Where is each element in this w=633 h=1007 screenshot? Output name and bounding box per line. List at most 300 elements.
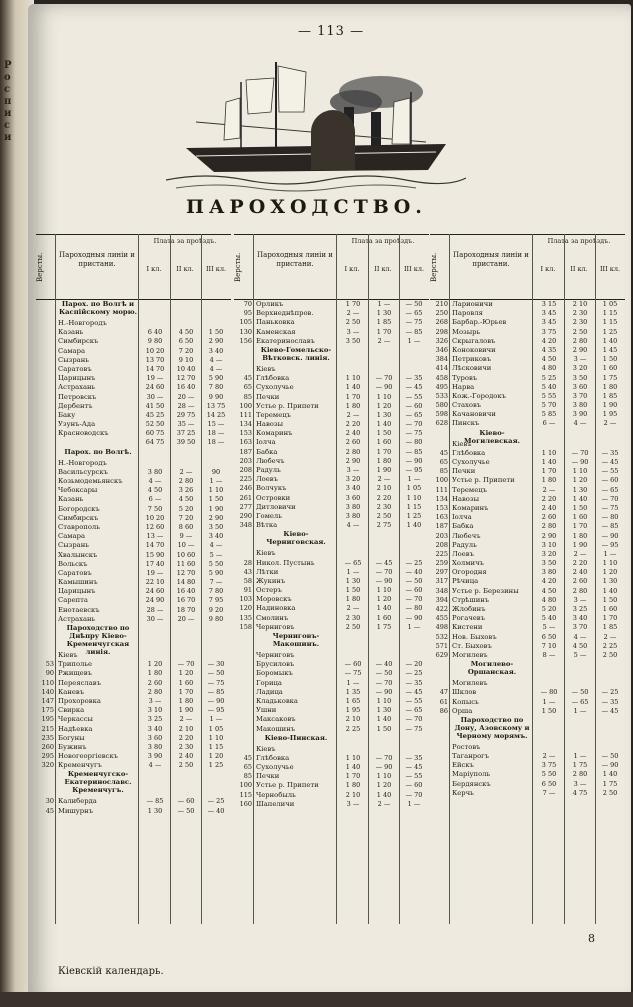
- fare-class-3: — 45: [405, 687, 423, 696]
- versts-cell: 215: [41, 724, 54, 733]
- station-cell: Бужинъ: [58, 742, 87, 751]
- fare-class-1: 2 25: [345, 724, 361, 733]
- fare-class-2: 16 70: [176, 596, 196, 605]
- fare-class-3: 1 10: [406, 493, 422, 502]
- station-cell: Сухолучье: [256, 763, 294, 772]
- fare-class-3: — 75: [207, 678, 225, 687]
- station-cell: Шапеличи: [256, 799, 295, 808]
- fare-class-2: 2 50: [178, 761, 194, 770]
- station-cell: Ларионичи: [452, 300, 493, 308]
- fare-class-1: 2 50: [345, 318, 361, 327]
- versts-cell: 147: [41, 696, 54, 705]
- fare-class-2: 2 —: [179, 467, 193, 476]
- versts-cell: 295: [41, 752, 54, 761]
- station-cell: Кіевъ: [58, 651, 78, 659]
- station-cell: Кіевъ: [256, 549, 276, 558]
- versts-cell: 111: [239, 410, 252, 419]
- fare-class-2: 1 30: [376, 410, 392, 419]
- fare-class-2: 2 20: [376, 493, 392, 502]
- station-cell: Черниговъ: [256, 622, 295, 631]
- fare-class-3: 1 10: [602, 559, 618, 568]
- fare-class-2: 2 10: [572, 300, 588, 308]
- fare-class-1: 3 60: [345, 493, 361, 502]
- station-cell: Ростовъ: [452, 742, 481, 751]
- station-cell: Каневъ: [58, 687, 85, 696]
- fare-class-2: 2 80: [572, 770, 588, 779]
- fare-class-2: 35 —: [177, 420, 195, 429]
- fare-class-2: 37 25: [176, 429, 196, 438]
- column-rule: [564, 234, 565, 924]
- station-cell: Комаринъ: [452, 503, 489, 512]
- fare-class-1: 7 50: [147, 504, 163, 513]
- fare-class-3: 1 10: [208, 486, 224, 495]
- fare-class-3: 1 45: [602, 345, 618, 354]
- station-cell: Моровскъ: [256, 595, 292, 604]
- fare-class-1: 1 70: [345, 300, 361, 308]
- section-title: Парох. по Волгѣ и Каспійскому морю.: [58, 300, 138, 316]
- station-cell: Черниговъ: [256, 651, 295, 659]
- fare-class-2: 1 60: [572, 513, 588, 522]
- versts-cell: 598: [435, 410, 448, 419]
- station-cell: Хвалынскъ: [58, 550, 98, 559]
- fare-class-3: — 55: [405, 392, 423, 401]
- fare-class-1: 45 25: [145, 410, 165, 419]
- station-cell: Нов. Быховъ: [452, 632, 497, 641]
- section-title: Парох. по Волгѣ.: [64, 447, 132, 456]
- fare-class-1: 1 10: [345, 753, 361, 762]
- fare-class-3: — 40: [207, 806, 225, 815]
- station-cell: Любечъ: [452, 531, 481, 540]
- station-cell: Островки: [256, 493, 291, 502]
- header-fare: Плата за проѣздъ.: [547, 237, 611, 245]
- station-cell: Чебоксары: [58, 486, 98, 495]
- station-cell: Каменская: [256, 327, 296, 336]
- fare-class-2: 1 90: [376, 466, 392, 474]
- fare-class-1: 64 75: [145, 438, 165, 447]
- fare-class-2: 10 —: [177, 541, 195, 550]
- fare-class-2: 16 40: [176, 587, 196, 596]
- versts-cell: 187: [435, 522, 448, 531]
- fare-class-2: 1 40: [376, 604, 392, 613]
- fare-class-3: 7 —: [209, 578, 223, 587]
- fare-class-1: 4 —: [148, 761, 162, 770]
- column-rule: [368, 234, 369, 924]
- fare-class-1: 14 70: [145, 364, 165, 373]
- fare-class-3: — 20: [405, 660, 423, 669]
- fare-class-1: 3 —: [346, 327, 360, 336]
- header-versts: Версты.: [430, 252, 438, 282]
- versts-cell: 246: [239, 484, 252, 493]
- station-cell: Ейскъ: [452, 761, 474, 770]
- fare-class-2: 18 70: [176, 605, 196, 614]
- section-title: Могилево-Оршанская.: [467, 660, 517, 677]
- fare-class-3: 1 —: [603, 549, 617, 558]
- fare-class-3: — 50: [405, 300, 423, 308]
- fare-class-2: 3 —: [573, 355, 587, 364]
- fare-class-3: — 90: [405, 613, 423, 622]
- fare-class-1: 5 —: [542, 623, 556, 632]
- fare-class-3: 1 20: [208, 752, 224, 761]
- station-cell: Орликъ: [256, 300, 284, 308]
- station-cell: Сухолучье: [452, 458, 490, 466]
- fare-class-3: — 45: [601, 458, 619, 466]
- fare-class-1: 6 40: [147, 328, 163, 337]
- station-cell: Сарепта: [58, 596, 88, 605]
- fare-class-3: — 50: [405, 576, 423, 585]
- fare-class-2: 2 30: [178, 742, 194, 751]
- fare-class-2: 2 —: [377, 799, 391, 808]
- fare-class-1: 4 20: [541, 577, 557, 586]
- versts-cell: 153: [239, 429, 252, 438]
- fare-class-3: — 75: [405, 724, 423, 733]
- fare-class-2: 10 60: [176, 550, 196, 559]
- fare-class-3: 4 —: [209, 541, 223, 550]
- fare-class-2: 1 40: [376, 790, 392, 799]
- station-cell: Мишурнъ: [58, 806, 94, 815]
- station-cell: Паровля: [452, 309, 483, 318]
- versts-cell: 45: [439, 448, 448, 457]
- station-cell: Гомель: [256, 511, 282, 520]
- fare-class-2: 4 —: [573, 632, 587, 641]
- fare-class-1: 3 75: [541, 761, 557, 770]
- fare-class-1: 2 —: [346, 604, 360, 613]
- fare-class-2: 1 20: [376, 781, 392, 790]
- station-cell: Свирка: [58, 706, 85, 715]
- station-cell: Скрыгаловъ: [452, 336, 496, 345]
- station-cell: Жукинъ: [256, 576, 286, 585]
- section-title: Кіево-Черниговская.: [266, 530, 326, 547]
- fare-class-1: 1 40: [541, 458, 557, 466]
- fare-class-3: 1 85: [602, 391, 618, 400]
- fare-class-2: 3 70: [572, 391, 588, 400]
- fare-class-3: 1 50: [602, 355, 618, 364]
- fare-class-1: 2 80: [147, 687, 163, 696]
- section-title: Кіево-Могилевская.: [464, 428, 520, 445]
- fare-class-1: — 65: [344, 558, 362, 567]
- fare-class-3: 1 —: [407, 799, 421, 808]
- station-cell: Богуны: [58, 733, 85, 742]
- fare-class-2: 12 70: [176, 374, 196, 383]
- versts-cell: 384: [435, 355, 448, 364]
- fare-class-1: 5 40: [541, 614, 557, 623]
- station-cell: Рѣчица: [452, 577, 479, 586]
- station-cell: Боромыкъ: [256, 669, 293, 678]
- fare-class-3: 5 90: [208, 374, 224, 383]
- versts-cell: 58: [243, 576, 252, 585]
- fare-class-3: — 50: [601, 752, 619, 761]
- fare-class-1: 4 50: [541, 355, 557, 364]
- fare-class-1: 7 —: [542, 788, 556, 797]
- fare-class-2: — 70: [375, 678, 393, 687]
- fare-class-3: 1 95: [602, 410, 618, 419]
- station-cell: Петриковъ: [452, 355, 492, 364]
- fare-class-1: 1 —: [346, 567, 360, 576]
- fare-class-3: 1 40: [602, 770, 618, 779]
- fare-class-1: 3 —: [148, 696, 162, 705]
- fare-class-3: 1 05: [406, 484, 422, 493]
- station-cell: Казань: [58, 495, 84, 504]
- fare-class-2: — 70: [375, 753, 393, 762]
- table-surface: [0, 992, 633, 1007]
- station-cell: Могилевъ: [452, 650, 488, 659]
- fare-class-2: 3 60: [572, 382, 588, 391]
- fare-class-3: — 75: [601, 503, 619, 512]
- fare-class-2: 1 10: [376, 392, 392, 401]
- fare-class-2: 1 20: [572, 476, 588, 485]
- station-cell: Холмичъ: [452, 559, 484, 568]
- fare-class-3: 13 75: [206, 401, 226, 410]
- fare-class-2: 1 70: [572, 522, 588, 531]
- versts-cell: 259: [435, 559, 448, 568]
- versts-cell: 195: [41, 715, 54, 724]
- station-cell: Керчь: [452, 788, 474, 797]
- station-cell: Глѣбовка: [256, 753, 290, 762]
- fare-class-3: 9 80: [208, 614, 224, 623]
- versts-cell: 110: [41, 678, 54, 687]
- fare-class-3: — 90: [405, 456, 423, 465]
- versts-cell: 120: [239, 604, 252, 613]
- fare-class-3: — 70: [405, 715, 423, 724]
- fare-class-2: 1 70: [376, 447, 392, 456]
- fare-class-2: 9 —: [179, 532, 193, 541]
- station-cell: Максаковъ: [256, 715, 296, 724]
- station-cell: Дитловичи: [256, 502, 296, 511]
- fare-class-2: — 90: [375, 576, 393, 585]
- fare-class-3: — 95: [207, 706, 225, 715]
- versts-cell: 91: [243, 586, 252, 595]
- fare-class-3: — 55: [405, 696, 423, 705]
- fare-class-2: 3 80: [572, 401, 588, 410]
- table-column-3: [430, 234, 625, 934]
- fare-class-1: 2 80: [345, 447, 361, 456]
- fare-class-1: — 60: [344, 660, 362, 669]
- versts-cell: 414: [435, 364, 448, 373]
- fare-class-3: 18 —: [207, 438, 225, 447]
- fare-class-2: 2 40: [178, 752, 194, 761]
- fare-class-2: 1 40: [376, 420, 392, 429]
- fare-class-3: 2 50: [602, 788, 618, 797]
- fare-class-2: — 70: [375, 567, 393, 576]
- versts-cell: 135: [239, 613, 252, 622]
- fare-class-2: 2 30: [572, 309, 588, 318]
- fare-class-2: 2 20: [178, 733, 194, 742]
- fare-class-3: 1 15: [602, 309, 618, 318]
- station-cell: Волчукъ: [256, 484, 287, 493]
- fare-class-1: 2 40: [345, 429, 361, 438]
- versts-cell: 85: [439, 467, 448, 476]
- fare-class-1: 1 30: [147, 806, 163, 815]
- header-lines: Пароходныя линіи и пристани.: [257, 251, 333, 268]
- station-cell: Печки: [452, 467, 476, 476]
- station-cell: Самара: [58, 346, 85, 355]
- fare-class-1: 15 90: [145, 550, 165, 559]
- station-cell: Горица: [256, 678, 282, 687]
- fare-class-1: 3 75: [541, 327, 557, 336]
- versts-cell: 320: [41, 761, 54, 770]
- fare-class-3: 9 90: [208, 392, 224, 401]
- fare-class-3: 9 20: [208, 605, 224, 614]
- header-class-1: I кл.: [146, 265, 162, 273]
- fare-class-2: 1 10: [376, 696, 392, 705]
- fare-class-3: 1 15: [208, 742, 224, 751]
- fare-class-3: — 50: [207, 669, 225, 678]
- station-cell: Таганрогъ: [452, 752, 490, 761]
- fare-class-3: 1 85: [602, 623, 618, 632]
- fare-class-1: 5 70: [541, 401, 557, 410]
- fare-class-2: 1 20: [376, 401, 392, 410]
- fare-class-1: 3 50: [345, 336, 361, 345]
- fare-class-3: 1 15: [406, 502, 422, 511]
- fare-class-1: 3 25: [147, 715, 163, 724]
- versts-cell: 45: [45, 806, 54, 815]
- station-cell: Н.-Новгородъ: [58, 319, 107, 327]
- station-cell: Ст. Быховъ: [452, 641, 492, 650]
- fare-class-2: — 60: [177, 797, 195, 806]
- fare-class-1: 6 —: [148, 495, 162, 504]
- fare-class-3: — 85: [405, 447, 423, 456]
- fare-class-1: 13 70: [145, 355, 165, 364]
- header-class-2: II кл.: [176, 265, 194, 273]
- header-lines: Пароходныя линіи и пристани.: [453, 251, 529, 268]
- fare-class-1: 60 75: [145, 429, 165, 438]
- fare-class-2: 8 60: [178, 522, 194, 531]
- fare-class-1: 6 —: [542, 419, 556, 428]
- fare-class-3: — 65: [405, 706, 423, 715]
- fare-class-3: 1 90: [208, 504, 224, 513]
- station-cell: Пинскъ: [452, 419, 480, 428]
- fare-class-1: 3 60: [147, 733, 163, 742]
- fare-class-1: 1 50: [345, 586, 361, 595]
- versts-cell: 100: [239, 781, 252, 790]
- fare-class-2: 4 50: [572, 641, 588, 650]
- fare-class-3: — 25: [405, 558, 423, 567]
- versts-cell: 225: [435, 549, 448, 558]
- fare-class-3: — 40: [405, 567, 423, 576]
- fare-class-3: 18 —: [207, 429, 225, 438]
- fare-class-2: 5 20: [178, 504, 194, 513]
- fare-class-1: 2 60: [147, 678, 163, 687]
- fare-class-1: 3 15: [541, 300, 557, 308]
- fare-class-2: 2 30: [376, 502, 392, 511]
- fare-class-1: 3 50: [541, 559, 557, 568]
- station-cell: Могилевъ: [452, 679, 488, 688]
- station-cell: Печки: [256, 392, 280, 401]
- fare-class-3: — 45: [405, 383, 423, 392]
- versts-cell: 45: [243, 753, 252, 762]
- fare-class-1: 1 30: [345, 576, 361, 585]
- station-cell: Красноводскъ: [58, 429, 109, 438]
- fare-class-2: 2 60: [572, 577, 588, 586]
- fare-class-1: 3 20: [345, 475, 361, 484]
- versts-cell: 103: [239, 595, 252, 604]
- column-rule: [201, 234, 202, 924]
- fare-class-1: 3 —: [346, 799, 360, 808]
- fare-class-1: 2 —: [542, 752, 556, 761]
- fare-class-1: 3 10: [541, 540, 557, 549]
- station-cell: Дербентъ: [58, 401, 93, 410]
- fare-class-2: — 70: [177, 660, 195, 669]
- station-cell: Макошинъ: [256, 724, 296, 733]
- fare-class-1: — 80: [540, 688, 558, 697]
- station-cell: Радуль: [452, 540, 477, 549]
- footer-publication: Кіевскій календарь.: [58, 966, 164, 977]
- station-cell: Екатеринославъ: [256, 336, 315, 345]
- fare-class-3: 4 —: [209, 364, 223, 373]
- fare-class-2: 6 50: [178, 337, 194, 346]
- fare-class-1: 5 85: [541, 410, 557, 419]
- fare-class-3: 1 50: [208, 328, 224, 337]
- versts-cell: 100: [239, 401, 252, 410]
- station-cell: Мозырь: [452, 327, 481, 336]
- fare-class-1: 3 10: [147, 706, 163, 715]
- fare-class-2: 2 —: [573, 549, 587, 558]
- versts-cell: 250: [435, 309, 448, 318]
- fare-class-1: 4 20: [541, 336, 557, 345]
- fare-class-2: 1 80: [376, 456, 392, 465]
- station-cell: Астрахань: [58, 614, 96, 623]
- station-cell: Лѣсковичи: [452, 364, 492, 373]
- fare-class-2: 2 —: [377, 475, 391, 484]
- fare-class-3: — 65: [405, 410, 423, 419]
- fare-class-2: 3 40: [572, 614, 588, 623]
- fare-class-1: 1 50: [541, 706, 557, 715]
- fare-class-1: 6 50: [541, 632, 557, 641]
- fare-class-1: 14 70: [145, 541, 165, 550]
- station-cell: Симбирскъ: [58, 337, 99, 346]
- fare-class-3: — 55: [601, 467, 619, 476]
- fare-class-2: 4 75: [572, 788, 588, 797]
- station-cell: Богородскъ: [58, 504, 100, 513]
- fare-class-3: 5 —: [209, 550, 223, 559]
- fare-class-2: 1 75: [376, 622, 392, 631]
- station-cell: Бабка: [256, 447, 278, 456]
- versts-cell: 208: [239, 466, 252, 474]
- fare-class-2: 1 70: [376, 327, 392, 336]
- fare-class-3: 2 —: [603, 419, 617, 428]
- fare-class-3: — 80: [601, 513, 619, 522]
- station-cell: Триполье: [58, 660, 93, 669]
- station-cell: Надиновка: [256, 604, 296, 613]
- fare-class-2: — 50: [571, 688, 589, 697]
- versts-cell: 61: [439, 697, 448, 706]
- fare-class-2: 1 50: [572, 503, 588, 512]
- fare-class-3: 1 30: [602, 577, 618, 586]
- fare-class-2: 28 —: [177, 401, 195, 410]
- fare-class-2: 4 50: [178, 328, 194, 337]
- fare-class-2: 2 80: [572, 336, 588, 345]
- versts-cell: 580: [435, 401, 448, 410]
- station-cell: Самара: [58, 532, 85, 541]
- fare-class-2: 1 10: [376, 586, 392, 595]
- versts-cell: 115: [239, 790, 252, 799]
- versts-cell: 65: [439, 458, 448, 466]
- section-title: Кіево-Пинская.: [264, 733, 328, 742]
- versts-cell: 260: [41, 742, 54, 751]
- fare-class-1: 10 20: [145, 346, 165, 355]
- fare-class-2: 10 40: [176, 364, 196, 373]
- fare-class-3: — 25: [207, 797, 225, 806]
- fare-class-1: 19 —: [146, 568, 164, 577]
- column-rule: [253, 234, 254, 924]
- station-cell: Теремецъ: [256, 410, 291, 419]
- fare-class-2: 12 70: [176, 568, 196, 577]
- station-cell: Лоевъ: [256, 475, 278, 484]
- fare-class-1: 24 90: [145, 596, 165, 605]
- station-cell: Симбирскъ: [58, 513, 99, 522]
- station-cell: Стаховъ: [452, 401, 482, 410]
- column-rule: [55, 234, 56, 924]
- column-rule: [399, 234, 400, 924]
